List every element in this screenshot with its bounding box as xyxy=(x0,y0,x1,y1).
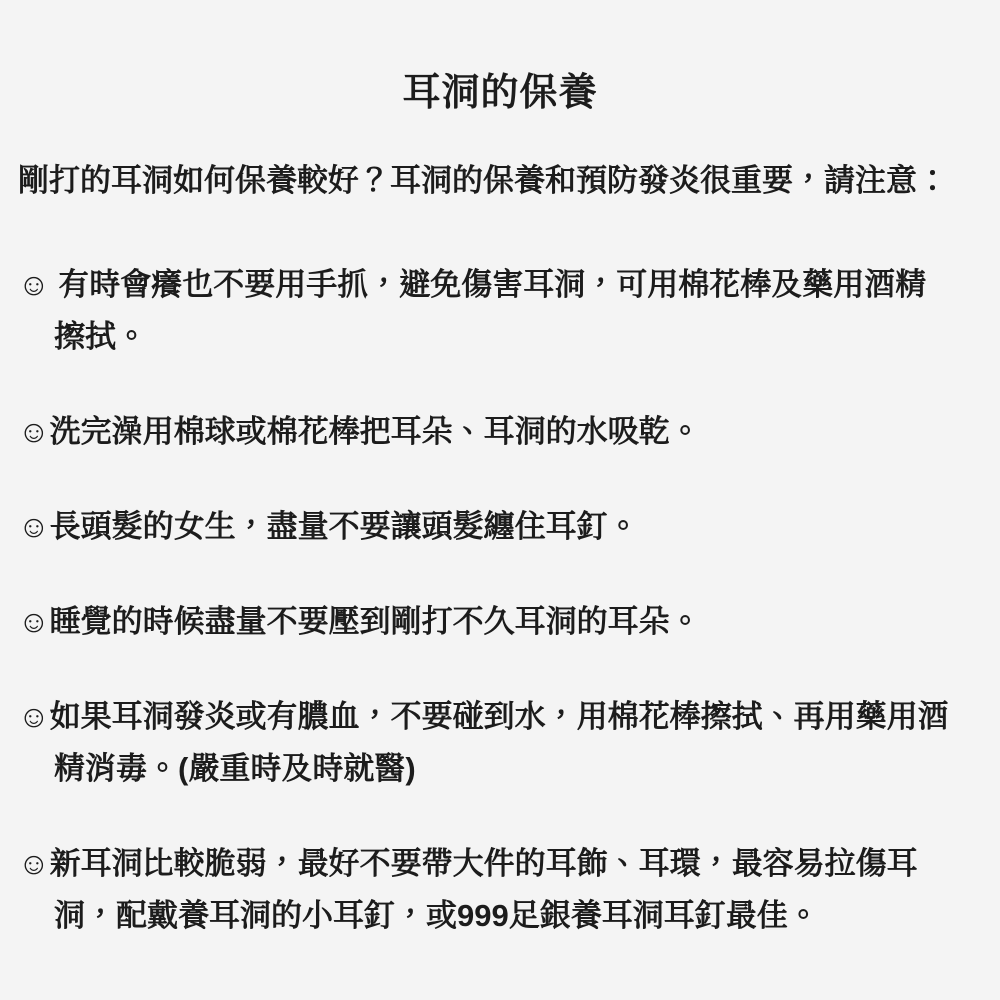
care-tip xyxy=(18,691,982,795)
smiley-icon: ☺ xyxy=(18,414,50,449)
care-tip xyxy=(18,259,982,363)
document-page xyxy=(0,68,1000,1000)
care-tip-line: 新耳洞比較脆弱，最好不要帶大件的耳飾、耳環，最容易拉傷耳 xyxy=(49,846,918,881)
care-tip-line: 睡覺的時候盡量不要壓到剛打不久耳洞的耳朵。 xyxy=(49,604,701,639)
smiley-icon: ☺ xyxy=(18,604,50,639)
care-tip-line: 精消毒。(嚴重時及時就醫) xyxy=(54,751,416,786)
smiley-icon: ☺ xyxy=(18,509,50,544)
care-tip-line: 洞，配戴養耳洞的小耳釘，或999足銀養耳洞耳釘最佳。 xyxy=(54,898,819,933)
care-tip-line: 有時會癢也不要用手抓，避免傷害耳洞，可用棉花棒及藥用酒精 xyxy=(58,267,927,302)
intro-paragraph: 剛打的耳洞如何保養較好？耳洞的保養和預防發炎很重要，請注意： xyxy=(18,163,948,198)
care-tip-line: 長頭髮的女生，盡量不要讓頭髮纏住耳釘。 xyxy=(49,509,639,544)
care-tip xyxy=(18,501,982,553)
care-tip-line: 如果耳洞發炎或有膿血，不要碰到水，用棉花棒擦拭、再用藥用酒 xyxy=(49,699,949,734)
smiley-icon: ☺ xyxy=(18,699,50,734)
smiley-icon: ☺ xyxy=(18,846,50,881)
smiley-icon: ☺ xyxy=(18,267,50,302)
care-tip xyxy=(18,596,982,648)
care-tip-line: 洗完澡用棉球或棉花棒把耳朵、耳洞的水吸乾。 xyxy=(49,414,701,449)
care-tip-line: 擦拭。 xyxy=(54,319,147,354)
care-tip xyxy=(18,406,982,458)
page-title: 耳洞的保養 xyxy=(402,72,598,114)
care-tips-list xyxy=(18,259,982,942)
care-tip xyxy=(18,838,982,942)
